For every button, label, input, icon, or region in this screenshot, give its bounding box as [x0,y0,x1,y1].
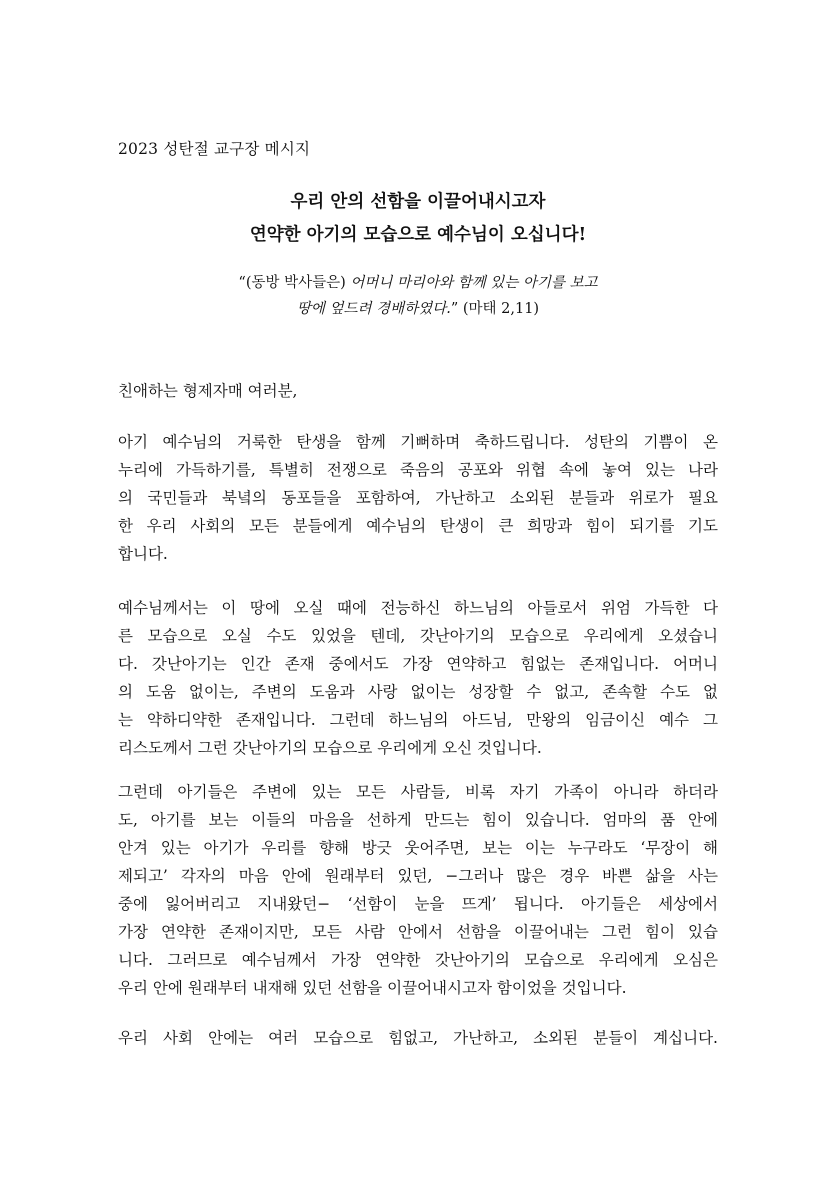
paragraph-line: 는 약하디약한 존재입니다. 그런데 하느님의 아드님, 만왕의 임금이신 예수 그 [118,711,718,729]
paragraph-line: 안겨 있는 아기가 우리를 향해 방긋 웃어주면, 보는 이는 누구라도 ‘무장이 해 [118,839,718,857]
paragraph-line: 도, 아기를 보는 이들의 마음을 선하게 만드는 힘이 있습니다. 엄마의 품 안에 [118,811,718,829]
paragraph-line: 예수님께서는 이 땅에 오실 때에 전능하신 하느님의 아들로서 위엄 가득한 다 [118,599,718,617]
paragraph-line: 리스도께서 그런 갓난아기의 모습으로 우리에게 오신 것입니다. [118,739,542,757]
quote-text-1: 어머니 마리아와 함께 있는 아기를 보고 [350,275,598,291]
paragraph-line: 합니다. [118,545,168,563]
title-line-1: 우리 안의 선함을 이끌어내시고자 [290,192,546,212]
quote-line-1 [118,270,718,296]
document-label: 2023 성탄절 교구장 메시지 [118,140,311,158]
paragraph-line: 우리 안에 원래부터 내재해 있던 선함을 이끌어내시고자 함이었을 것입니다. [118,979,627,997]
paragraph-line: 니다. 그러므로 예수님께서 가장 연약한 갓난아기의 모습으로 우리에게 오심은 [118,951,718,969]
paragraph-line: 그런데 아기들은 주변에 있는 모든 사람들, 비록 자기 가족이 아니라 하더라 [118,783,718,801]
document-title [118,186,718,252]
paragraph-line: 다. 갓난아기는 인간 존재 중에서도 가장 연약하고 힘없는 존재입니다. 어머니 [118,655,718,673]
paragraph-line: 아기 예수님의 거룩한 탄생을 함께 기뻐하며 축하드립니다. 성탄의 기쁨이 온 [118,433,718,451]
quote-text-2: 땅에 엎드려 경배하였다. [296,301,451,317]
quote-line-2 [118,296,718,322]
paragraph-line: 의 도움 없이는, 주변의 도움과 사랑 없이는 성장할 수 없고, 존속할 수도 없 [118,683,718,701]
paragraph-3 [118,778,718,1002]
title-line-2: 연약한 아기의 모습으로 예수님이 오십니다! [249,225,587,245]
paragraph-4 [118,1024,718,1052]
paragraph-line: 가장 연약한 존재이지만, 모든 사람 안에서 선함을 이끌어내는 그런 힘이 있습 [118,923,718,941]
greeting: 친애하는 형제자매 여러분, [118,382,298,400]
paragraph-line: 른 모습으로 오실 수도 있었을 텐데, 갓난아기의 모습으로 우리에게 오셨습니 [118,627,718,645]
paragraph-line: 우리 사회 안에는 여러 모습으로 힘없고, 가난하고, 소외된 분들이 계십니다. [118,1029,718,1047]
paragraph-line: 제되고’ 각자의 마음 안에 원래부터 있던, −그러나 많은 경우 바쁜 삶을 사는 [118,867,718,885]
paragraph-line: 누리에 가득하기를, 특별히 전쟁으로 죽음의 공포와 위협 속에 놓여 있는 나라 [118,461,718,479]
quote-citation: ” (마태 2,11) [450,301,540,317]
paragraph-2 [118,594,718,762]
scripture-quote [118,270,718,322]
paragraph-1 [118,428,718,568]
paragraph-line: 한 우리 사회의 모든 분들에게 예수님의 탄생이 큰 희망과 힘이 되기를 기도 [118,517,718,535]
paragraph-line: 의 국민들과 북녘의 동포들을 포함하여, 가난하고 소외된 분들과 위로가 필요 [118,489,718,507]
paragraph-line: 중에 잃어버리고 지내왔던− ‘선함이 눈을 뜨게’ 됩니다. 아기들은 세상에서 [118,895,718,913]
quote-prefix: “(동방 박사들은) [238,275,351,291]
